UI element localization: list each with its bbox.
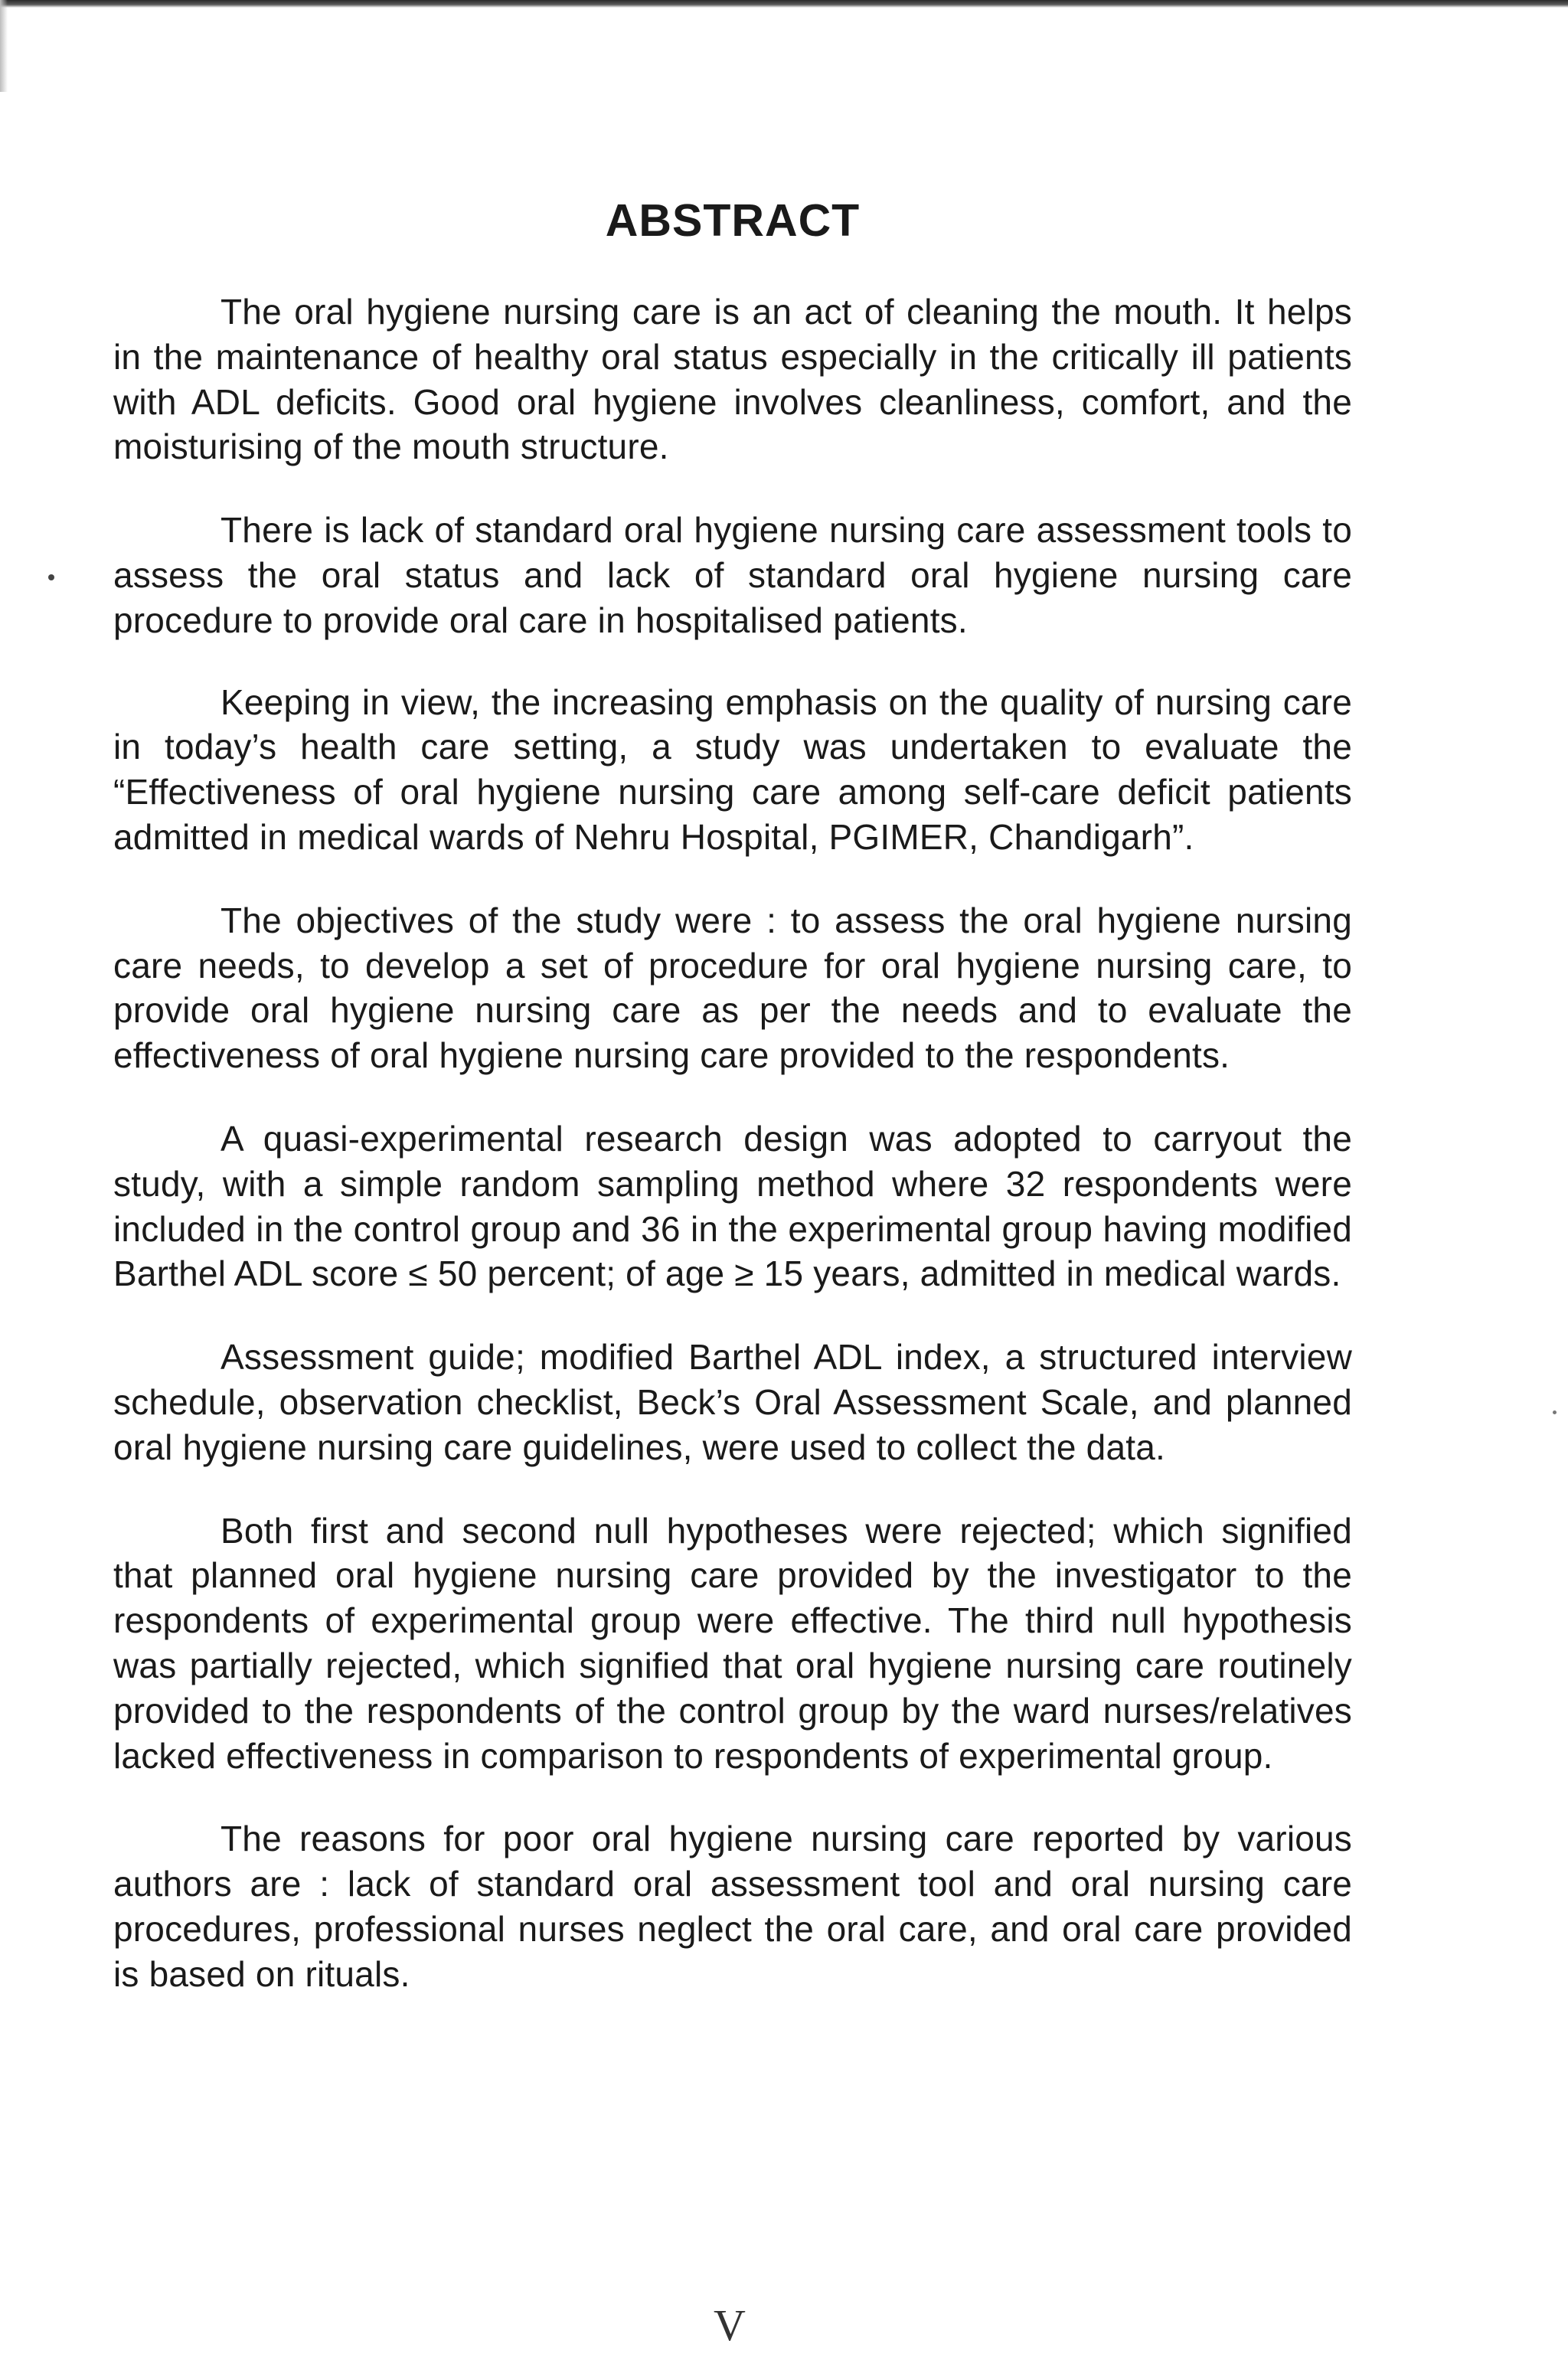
paragraph-tools: Assessment guide; modified Barthel ADL index, a structured interview schedule, observation checklist, Beck’s Oral Assessment Scale, and planned oral hygiene nursing care guidelines, were used to collect the data.: [113, 1337, 1352, 1467]
scan-speck: [48, 574, 54, 580]
scan-speck: [1553, 1410, 1557, 1414]
paragraph-research-design: A quasi-experimental research design was adopted to carryout the study, with a simple random sampling method where 32 respondents were included in the control group and 36 in the experimental group having modified Barthel ADL score ≤ 50 percent; of age ≥ 15 years, admitted in medical wards.: [113, 1118, 1352, 1294]
paragraph-reasons: The reasons for poor oral hygiene nursing care reported by various authors are : lack of standard oral assessment tool and oral nursing care procedures, professional nurses neglect the oral care, and oral care provided is based on rituals.: [113, 1819, 1352, 1994]
paragraph-objectives: The objectives of the study were : to assess the oral hygiene nursing care needs, to develop a set of procedure for oral hygiene nursing care, to provide oral hygiene nursing care as per the needs and to evaluate the effectiveness of oral hygiene nursing care provided to the respondents.: [113, 900, 1352, 1076]
scan-left-edge: [0, 0, 8, 92]
page-number: V: [714, 2300, 746, 2350]
paragraph-hypotheses: Both first and second null hypotheses were rejected; which signified that planned oral hygiene nursing care provided by the investigator to the respondents of experimental group were effective. The third null hypothesis was partially rejected, which signified that oral hygiene nursing care routinely provided to the respondents of the control group by the ward nurses/relatives lacked effectiveness in comparison to respondents of experimental group.: [113, 1510, 1352, 1776]
paragraph-problem: There is lack of standard oral hygiene nursing care assessment tools to assess the oral status and lack of standard oral hygiene nursing care procedure to provide oral care in hospitalised patients.: [113, 510, 1352, 640]
page-title: ABSTRACT: [605, 194, 861, 246]
paragraph-definition: The oral hygiene nursing care is an act of cleaning the mouth. It helps in the maintenance of healthy oral status especially in the critically ill patients with ADL deficits. Good oral hygiene involves cleanliness, comfort, and the moisturising of the mouth structure.: [113, 292, 1352, 467]
scan-top-border: [0, 0, 1568, 8]
abstract-body: [113, 289, 1352, 2035]
paragraph-study-title: Keeping in view, the increasing emphasis on the quality of nursing care in today’s health care setting, a study was undertaken to evaluate the “Effectiveness of oral hygiene nursing care among self-care deficit patients admitted in medical wards of Nehru Hospital, PGIMER, Chandigarh”.: [113, 682, 1352, 857]
